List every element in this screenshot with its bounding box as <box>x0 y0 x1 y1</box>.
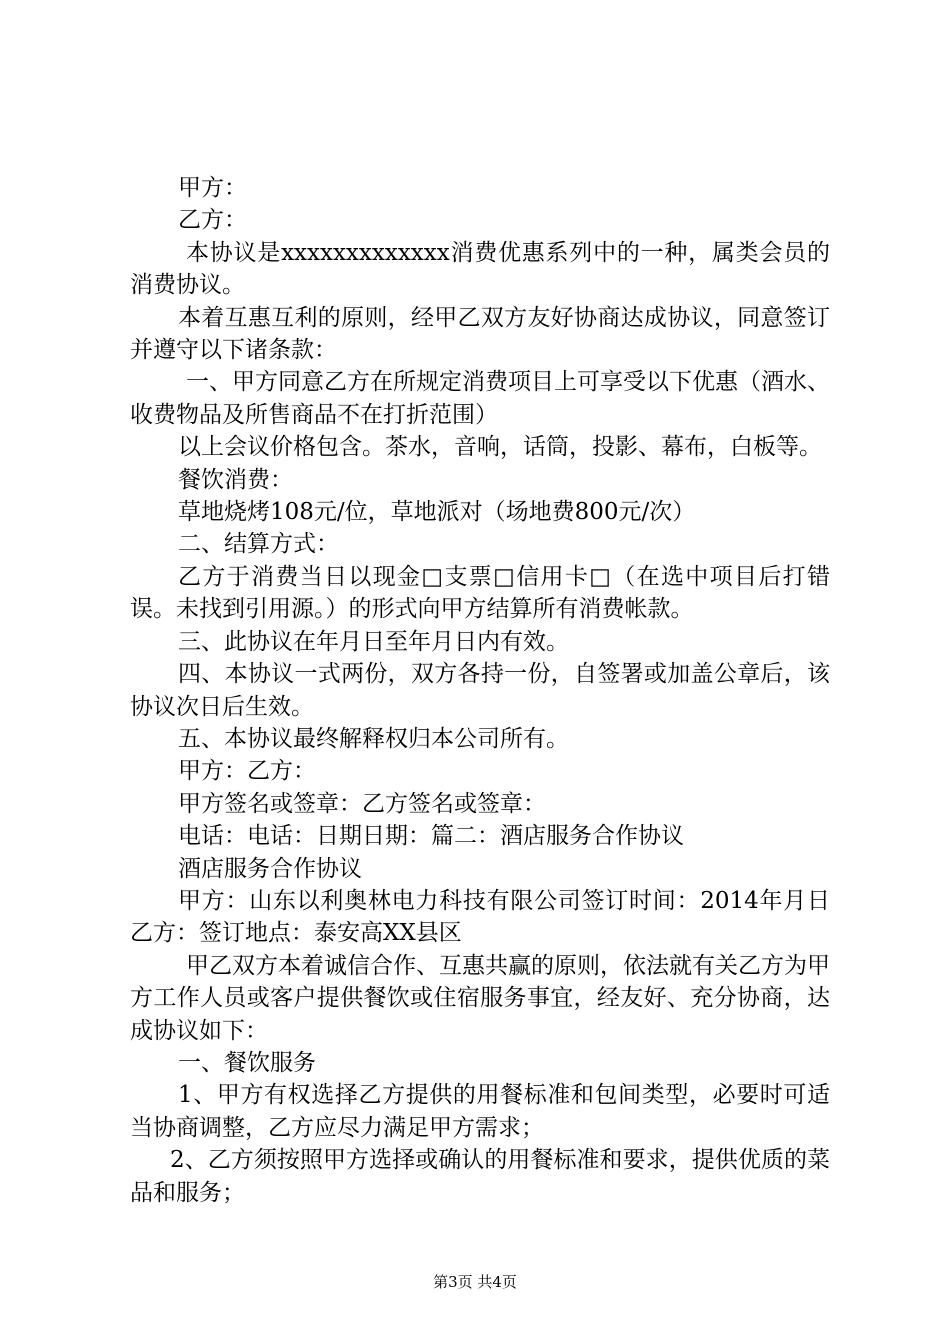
paragraph-hotel-parties: 甲方：山东以利奥林电力科技有限公司签订时间：2014年月日乙方：签订地点：泰安高XX县区 <box>130 887 830 947</box>
document-body <box>130 172 830 1209</box>
paragraph-agreement-intro: 本协议是xxxxxxxxxxxxx消费优惠系列中的一种，属类会员的消费协议。 <box>130 239 830 299</box>
page-number-footer: 第3页 共4页 <box>433 1273 517 1291</box>
paragraph-clause-4: 四、本协议一式两份，双方各持一份，自签署或加盖公章后，该协议次日后生效。 <box>130 661 830 720</box>
paragraph-settlement: 乙方于消费当日以现金□支票□信用卡□（在选中项目后打错误。未找到引用源。）的形式向甲方结算所有消费帐款。 <box>130 563 830 623</box>
paragraph-dining-item-2: 2、乙方须按照甲方选择或确认的用餐标准和要求，提供优质的菜品和服务； <box>130 1147 830 1206</box>
paragraph-clause-3: 三、此协议在年月日至年月日内有效。 <box>178 628 569 655</box>
paragraph-signatories: 甲方：乙方： <box>178 758 316 785</box>
paragraph-bbq-price: 草地烧烤108元/位，草地派对（场地费800元/次） <box>178 499 696 526</box>
paragraph-clause-2-heading: 二、结算方式： <box>178 531 339 558</box>
paragraph-party-b: 乙方： <box>178 207 247 234</box>
paragraph-party-a: 甲方： <box>178 175 247 201</box>
paragraph-hotel-intro: 甲乙双方本着诚信合作、互惠共赢的原则，依法就有关乙方为甲方工作人员或客户提供餐饮或住宿服务事宜，经友好、充分协商，达成协议如下： <box>130 952 830 1044</box>
paragraph-principle: 本着互惠互利的原则，经甲乙双方友好协商达成协议，同意签订并遵守以下诸条款： <box>130 304 830 364</box>
paragraph-clause-5: 五、本协议最终解释权归本公司所有。 <box>178 725 569 752</box>
paragraph-clause-1: 一、甲方同意乙方在所规定消费项目上可享受以下优惠（酒水、收费物品及所售商品不在打折范围） <box>130 369 830 428</box>
paragraph-dining-item-1: 1、甲方有权选择乙方提供的用餐标准和包间类型，必要时可适当协商调整，乙方应尽力满足甲方需求； <box>130 1082 830 1141</box>
paragraph-dining-heading: 餐饮消费： <box>178 466 293 493</box>
paragraph-signatures: 甲方签名或签章：乙方签名或签章： <box>178 790 546 817</box>
paragraph-phone-date: 电话：电话：日期日期：篇二：酒店服务合作协议 <box>178 823 684 850</box>
paragraph-hotel-title: 酒店服务合作协议 <box>178 855 362 882</box>
paragraph-dining-service-heading: 一、餐饮服务 <box>178 1049 316 1076</box>
paragraph-meeting-price: 以上会议价格包含。茶水，音响，话筒，投影、幕布，白板等。 <box>178 434 822 461</box>
